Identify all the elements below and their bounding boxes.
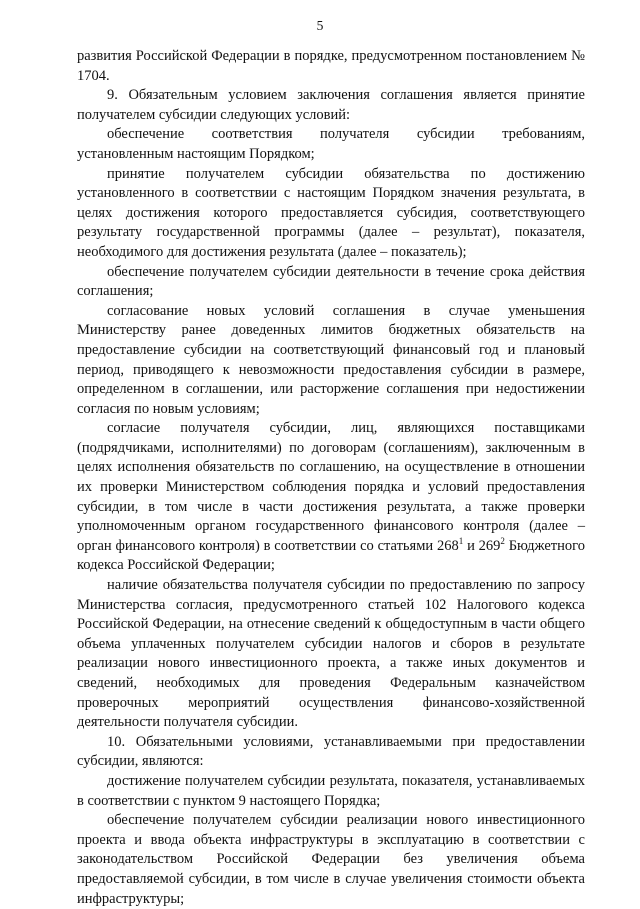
- footnote-sup-2: 2: [500, 536, 505, 547]
- paragraph-condition-compliance: обеспечение соответствия получателя субсидии требованиям, установленным настоящим Порядком;: [77, 126, 585, 162]
- consent-text-c: Бюджетного кодекса Российской Федерации;: [77, 537, 585, 574]
- paragraph-requirement-result: достижение получателем субсидии результата, показателя, устанавливаемых в соответствии с пунктом 9 настоящего Порядка;: [77, 772, 585, 809]
- consent-text-a: согласие получателя субсидии, лиц, являющихся поставщиками (подрядчиками, исполнителями) по договорам (соглашениям), заключенным в целях исполнения обязательств по соглашению, на осуществление в отношении их проверки Министерством соблюдения порядка и условий предоставления субсидии, в том числе в части достижения результата, а также проверки уполномоченным органом государственного финансового контроля (далее – орган финансового контроля) в соответствии со статьями 268: [77, 420, 585, 554]
- page-number: 5: [316, 18, 324, 33]
- consent-text-b: и 269: [463, 537, 501, 554]
- paragraph-continuation: развития Российской Федерации в порядке, предусмотренном постановлением № 1704.: [77, 48, 585, 84]
- paragraph-clause-9: 9. Обязательным условием заключения соглашения является принятие получателем субсидии следующих условий:: [77, 87, 585, 123]
- paragraph-condition-consent: [77, 419, 585, 576]
- footnote-sup-1: 1: [458, 536, 464, 547]
- document-body: [77, 47, 585, 909]
- paragraph-condition-result: принятие получателем субсидии обязательства по достижению установленного в соответствии с настоящим Порядком значения результата, в целях достижения которого предоставляется субсидия, соответствующего результату государственной программы (далее – результат), показателя, необходимого для достижения результата (далее – показатель);: [77, 165, 585, 260]
- paragraph-clause-10: 10. Обязательными условиями, устанавливаемыми при предоставлении субсидии, являются:: [77, 733, 585, 770]
- paragraph-requirement-project: обеспечение получателем субсидии реализации нового инвестиционного проекта и ввода объекта инфраструктуры в эксплуатацию в соответствии с законодательством Российской Федерации без увеличения объема предоставляемой субсидии, в том числе в случае увеличения стоимости объекта инфраструктуры;: [77, 812, 585, 907]
- paragraph-condition-activity: обеспечение получателем субсидии деятельности в течение срока действия соглашения;: [77, 263, 585, 300]
- paragraph-condition-new-terms: согласование новых условий соглашения в случае уменьшения Министерству ранее доведенных лимитов бюджетных обязательств на предоставление субсидии на соответствующий финансовый год и плановый период, приводящего к невозможности предоставления субсидии в размере, определенном в соглашении, или расторжение соглашения при недостижении согласия по новым условиям;: [77, 302, 585, 417]
- paragraph-condition-tax-consent: наличие обязательства получателя субсидии по предоставлению по запросу Министерства согласия, предусмотренного статьей 102 Налогового кодекса Российской Федерации, на отнесение сведений к общедоступным в части общего объема уплаченных получателем субсидии налогов и сборов в результате реализации нового инвестиционного проекта, а также иных документов и сведений, необходимых для проведения Федеральным казначейством проверочных мероприятий осуществления финансово-хозяйственной деятельности получателя субсидии.: [77, 577, 585, 731]
